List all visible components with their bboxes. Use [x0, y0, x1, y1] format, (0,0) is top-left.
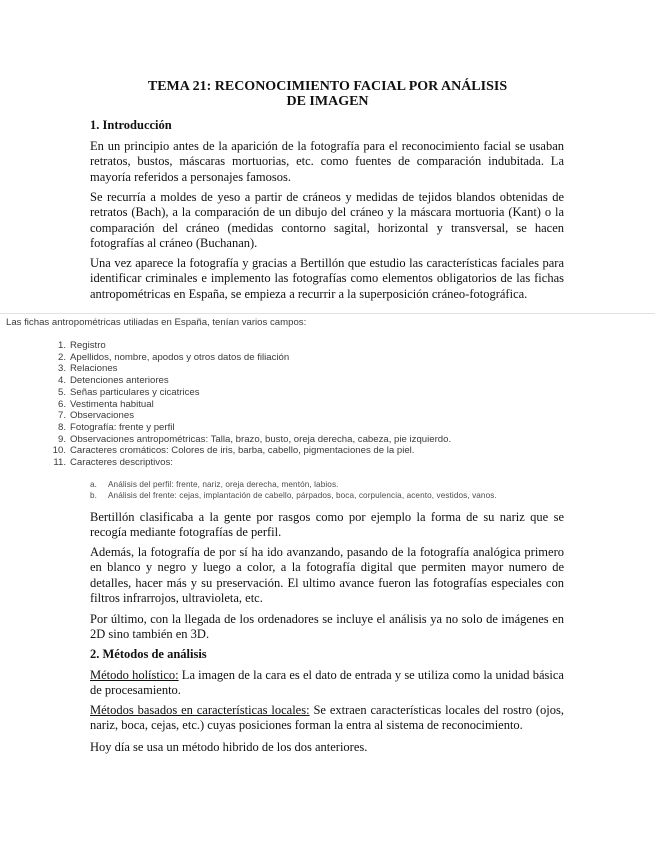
divider: [0, 313, 655, 314]
page-title: [90, 79, 565, 109]
list-item: a. Análisis del perfil: frente, nariz, oreja derecha, mentón, labios.: [90, 480, 339, 489]
list-item: b. Análisis del frente: cejas, implantación de cabello, párpados, boca, corpulencia, acento, vestidos, vanos.: [90, 491, 497, 500]
holistic-text: La imagen de la cara es el dato de entrada y se utiliza como la unidad básica de procesamiento.: [90, 668, 564, 698]
list-item: 5. Señas particulares y cicatrices: [57, 386, 200, 398]
local-label: Métodos basados en características locales:: [90, 703, 310, 717]
paragraph-4: Bertillón clasificaba a la gente por rasgos como por ejemplo la forma de su nariz que se recogía mediante fotografías de perfil.: [90, 510, 564, 540]
list-item: 9. Observaciones antropométricas: Talla, brazo, busto, oreja derecha, cabeza, pie izquierdo.: [57, 433, 452, 445]
fichas-intro: Las fichas antropométricas utiliadas en España, tenían varios campos:: [6, 317, 307, 328]
list-item: 2. Apellidos, nombre, apodos y otros datos de filiación: [57, 351, 290, 363]
paragraph-2: Se recurría a moldes de yeso a partir de cráneos y medidas de tejidos blandos obtenidas de retratos (Bach), a la comparación de un dibujo del cráneo y la máscara mortuoria (Kant) o la comparación del cráneo (medidas contorno sagital, horizontal y transversal, se hacen fotografías al cráneo (Buchanan).: [90, 190, 564, 250]
list-item: 4. Detenciones anteriores: [57, 375, 169, 387]
list-item: 10. Caracteres cromáticos: Colores de iris, barba, cabello, pigmentaciones de la piel.: [52, 445, 415, 457]
paragraph-3: Una vez aparece la fotografía y gracias a Bertillón que estudio las características faciales para identificar criminales e implemento las fotografías como elementos obligatorios de las fichas antropométricas en España, se empieza a recurrir a la superposición cráneo-fotográfica.: [90, 256, 564, 301]
paragraph-local: [90, 703, 564, 734]
paragraph-5: Además, la fotografía de por sí ha ido avanzando, pasando de la fotografía analógica primero en blanco y negro y luego a color, a la fotografía digital que permiten mayor numero de detalles, hacer más y su preservación. El ultimo avance fueron las fotografías especiales con filtros infrarrojos, ultravioleta, etc.: [90, 545, 564, 605]
descriptivos-sublist: [90, 479, 497, 501]
fichas-list: [40, 340, 451, 469]
list-item: 1. Registro: [57, 340, 106, 351]
list-item: 11. Caracteres descriptivos:: [53, 457, 173, 469]
paragraph-7: Hoy día se usa un método hibrido de los dos anteriores.: [90, 740, 368, 754]
title-line-1: TEMA 21: RECONOCIMIENTO FACIAL POR ANÁLISIS: [147, 79, 508, 94]
list-item: 6. Vestimenta habitual: [57, 398, 154, 410]
list-item: 3. Relaciones: [57, 363, 118, 375]
local-text: Se extraen características locales del rostro (ojos, nariz, boca, cejas, etc.) cuyas posiciones forman la entra al sistema de reconocimiento.: [90, 703, 564, 733]
section-heading-metodos: 2. Métodos de análisis: [90, 647, 207, 661]
list-item: 8. Fotografía: frente y perfil: [57, 421, 175, 433]
paragraph-1: En un principio antes de la aparición de la fotografía para el reconocimiento facial se usaban retratos, bustos, máscaras mortuorias, etc. como fuentes de comparación indubitada. La mayoría referidos a personajes famosos.: [90, 139, 564, 184]
section-heading-introduccion: 1. Introducción: [90, 118, 172, 132]
paragraph-holistic: [90, 668, 564, 699]
holistic-label: Método holístico:: [90, 668, 179, 682]
list-item: 7. Observaciones: [57, 410, 134, 422]
paragraph-6: Por último, con la llegada de los ordenadores se incluye el análisis ya no solo de imágenes en 2D sino también en 3D.: [90, 612, 564, 642]
title-line-2: DE IMAGEN: [286, 94, 369, 109]
